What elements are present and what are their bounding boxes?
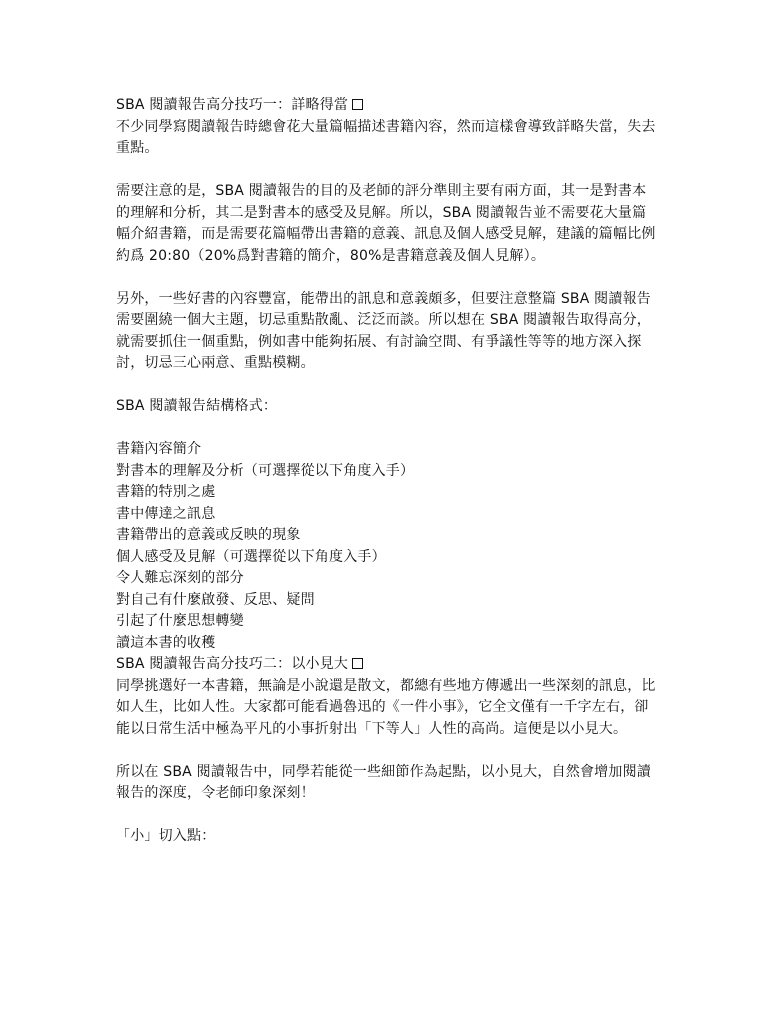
section2-paragraph-3: 「小」切入點：: [116, 828, 216, 844]
structure-list-item: 令人難忘深刻的部分: [116, 570, 244, 586]
section2-heading: [116, 654, 656, 676]
section2-paragraph-1: 同學挑選好一本書籍，無論是小說還是散文，都總有些地方傳遞出一些深刻的訊息，比如人生，比如人性。大家都可能看過魯迅的《一件小事》，它全文僅有一千字左右，卻能以日常生活中極為平凡的小事折射出「下等人」人性的高尚。這便是以小見大。: [116, 677, 656, 737]
section1-paragraph-3: 另外，一些好書的內容豐富，能帶出的訊息和意義頗多，但要注意整篇 SBA 閱讀報告需要圍繞一個大主題，切忌重點散亂、泛泛而談。所以想在 SBA 閱讀報告取得高分，就需要抓住一個重點，例如書中能夠拓展、有討論空間、有爭議性等等的地方深入探討，切忌三心兩意、重點模糊。: [116, 290, 651, 371]
spacer: [116, 267, 656, 289]
section1-heading-text: SBA 閱讀報告高分技巧一：詳略得當: [116, 97, 349, 113]
structure-list-item: 個人感受及見解（可選擇從以下角度入手）: [116, 548, 386, 565]
structure-list-item: 書籍內容簡介: [116, 441, 202, 457]
structure-list-item: 書籍的特別之處: [116, 484, 216, 500]
spacer: [116, 160, 656, 182]
structure-list: [116, 439, 656, 654]
structure-list-item: 讀這本書的收穫: [116, 634, 216, 651]
section1-paragraph-2: 需要注意的是，SBA 閱讀報告的目的及老師的評分準則主要有兩方面，其一是對書本的理解和分析，其二是對書本的感受及見解。所以，SBA 閱讀報告並不需要花大量篇幅介紹書籍，而是需要花篇幅帶出書籍的意義、訊息及個人感受見解，建議的篇幅比例約爲 20:80（20%爲對書籍的簡介，80%是書籍意義及個人見解）。: [116, 183, 656, 264]
spacer: [116, 805, 656, 827]
checkbox-icon: [352, 99, 363, 110]
section1-paragraph-1: 不少同學寫閱讀報告時總會花大量篇幅描述書籍內容，然而這樣會導致詳略失當，失去重點。: [116, 118, 656, 156]
structure-list-item: 引起了什麼思想轉變: [116, 613, 244, 629]
checkbox-icon: [352, 658, 363, 669]
spacer: [116, 418, 656, 440]
spacer: [116, 740, 656, 762]
spacer: [116, 375, 656, 397]
structure-list-item: 對自己有什麼啟發、反思、疑問: [116, 591, 315, 608]
structure-list-item: 書中傳達之訊息: [116, 505, 216, 522]
section2-heading-text: SBA 閱讀報告高分技巧二：以小見大: [116, 656, 349, 672]
section1-heading: [116, 95, 656, 117]
document-body: [116, 95, 656, 848]
structure-heading: SBA 閱讀報告結構格式：: [116, 398, 278, 414]
structure-list-item: 書籍帶出的意義或反映的現象: [116, 527, 301, 543]
section2-paragraph-2: 所以在 SBA 閱讀報告中，同學若能從一些細節作為起點，以小見大，自然會增加閱讀報告的深度，令老師印象深刻！: [116, 763, 651, 801]
structure-list-item: 對書本的理解及分析（可選擇從以下角度入手）: [116, 462, 415, 479]
